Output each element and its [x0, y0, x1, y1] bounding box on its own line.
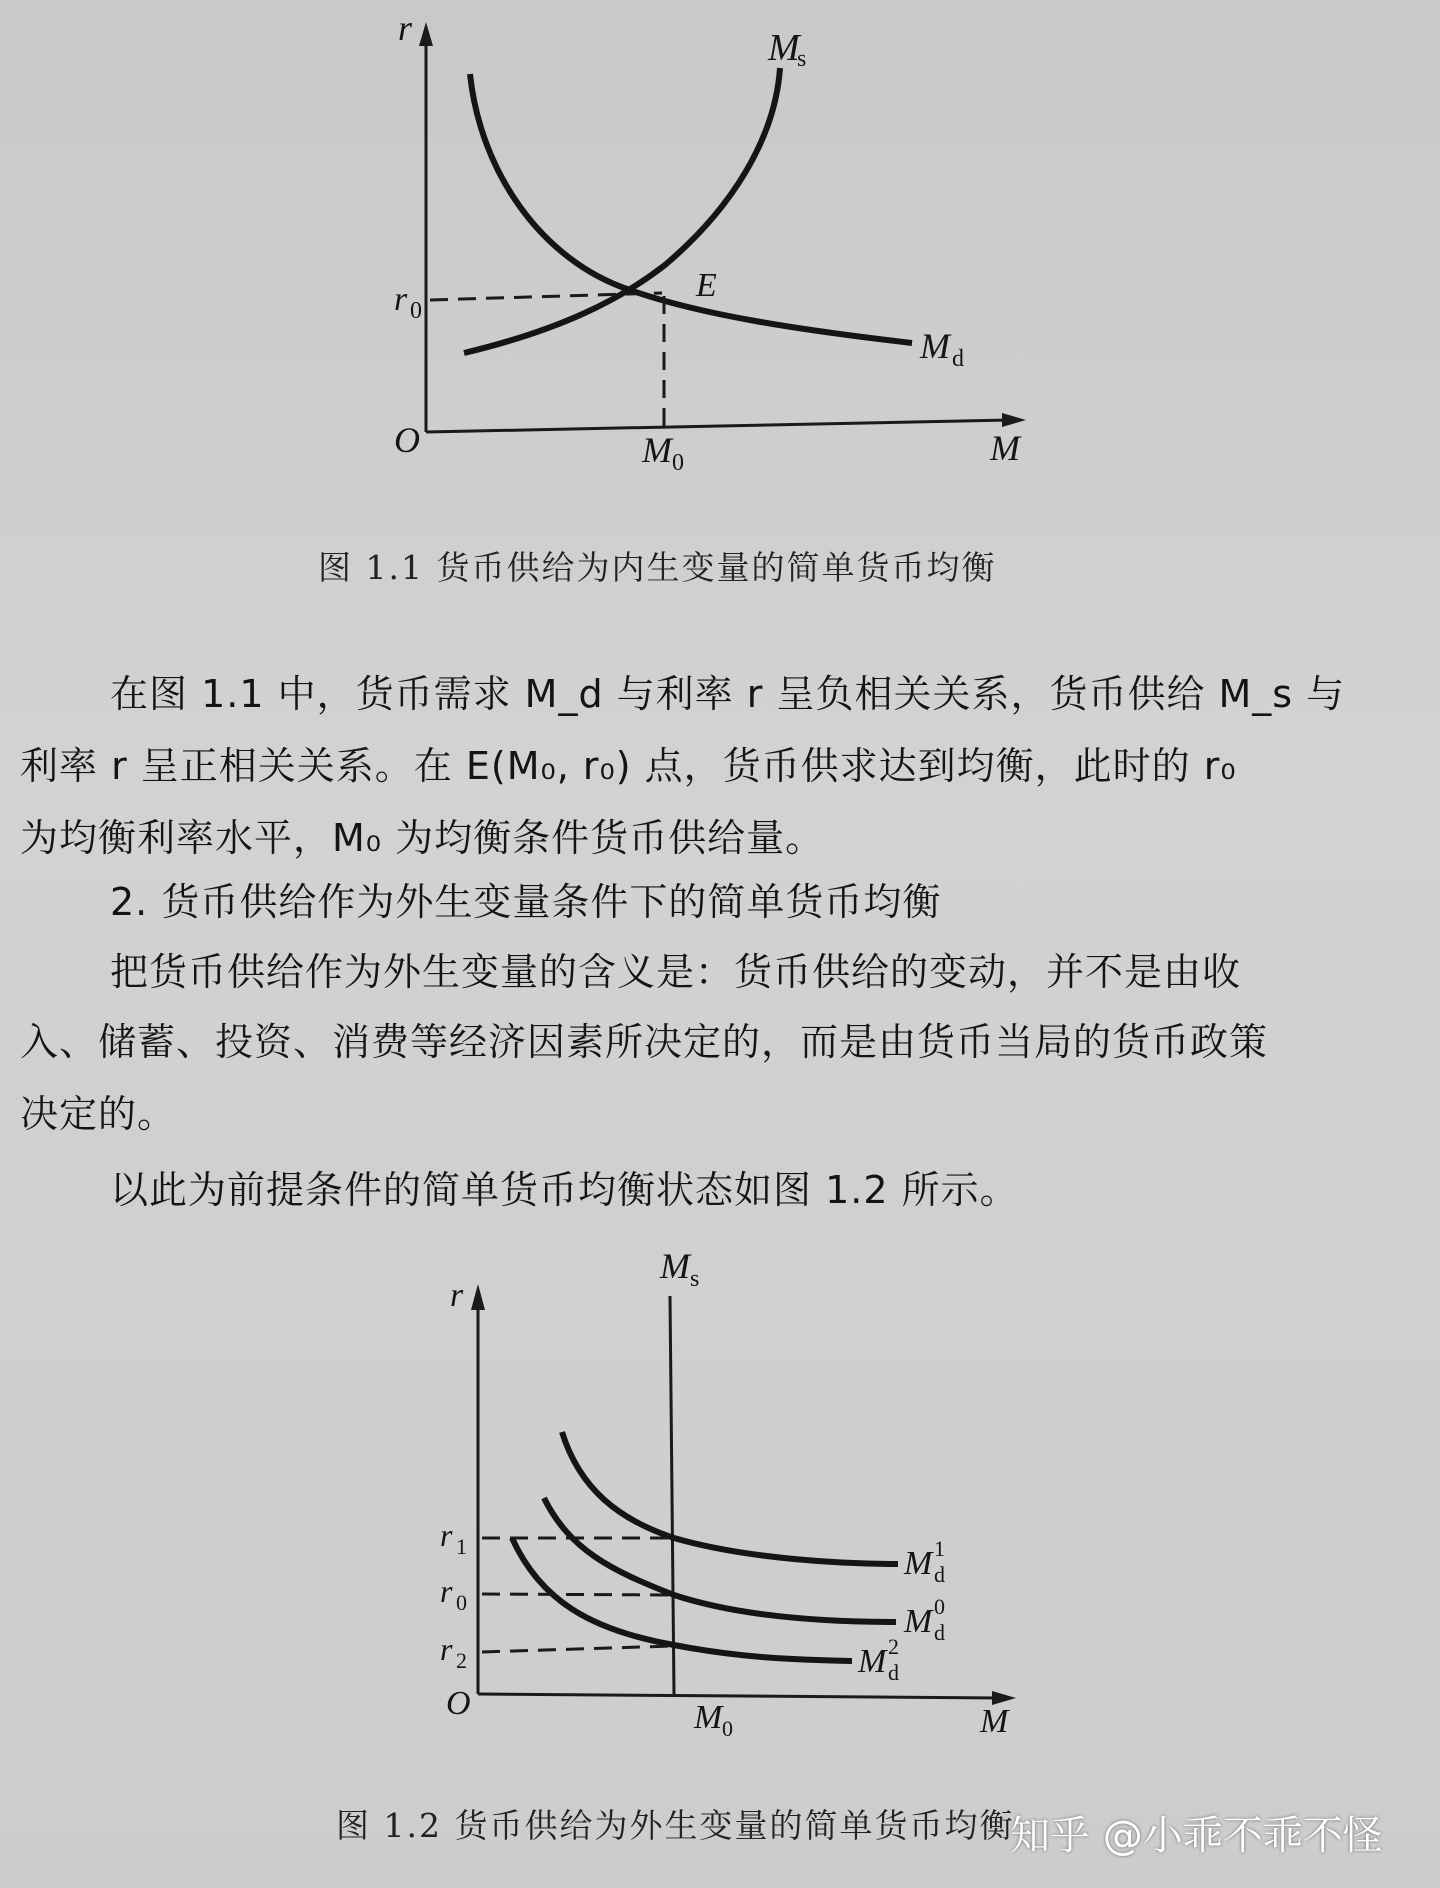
- svg-text:d: d: [934, 1562, 945, 1587]
- svg-text:0: 0: [722, 1716, 733, 1741]
- ms-label: M: [660, 1246, 690, 1286]
- x-axis-label: M: [980, 1703, 1009, 1740]
- paragraph-1-line-1: 在图 1.1 中，货币需求 M_d 与利率 r 呈负相关关系，货币供给 M_s 与: [110, 672, 1346, 716]
- svg-text:0: 0: [410, 298, 422, 324]
- paragraph-2-line-1: 把货币供给作为外生变量的含义是：货币供给的变动，并不是由收: [110, 950, 1242, 994]
- svg-text:d: d: [952, 346, 964, 372]
- paragraph-3-line-1: 以此为前提条件的简单货币均衡状态如图 1.2 所示。: [110, 1168, 1019, 1212]
- svg-text:d: d: [934, 1620, 945, 1645]
- svg-text:s: s: [797, 46, 807, 72]
- paragraph-2-line-3: 决定的。: [20, 1092, 177, 1136]
- origin-label: O: [394, 420, 420, 460]
- md0-label: M: [904, 1603, 933, 1640]
- r1-label: r: [440, 1517, 453, 1553]
- x-axis-label: M: [990, 428, 1020, 468]
- section-heading-2: 2. 货币供给作为外生变量条件下的简单货币均衡: [110, 880, 942, 924]
- md-label: M: [920, 326, 950, 366]
- figure-1-1: [0, 0, 1440, 480]
- origin-label: O: [446, 1685, 471, 1722]
- svg-text:2: 2: [456, 1648, 467, 1673]
- md2-label: M: [858, 1643, 887, 1680]
- r0-label: r: [440, 1573, 453, 1609]
- svg-text:0: 0: [934, 1594, 945, 1619]
- r0-label: r: [394, 281, 408, 318]
- md1-label: M: [904, 1545, 933, 1582]
- paragraph-1-line-3: 为均衡利率水平，M₀ 为均衡条件货币供给量。: [20, 816, 825, 860]
- equilibrium-label: E: [696, 267, 717, 304]
- y-axis-label: r: [450, 1277, 464, 1314]
- svg-text:0: 0: [456, 1590, 467, 1615]
- r2-label: r: [440, 1631, 453, 1667]
- ms-label: M: [768, 27, 800, 69]
- figure-1-2: [0, 1220, 1440, 1760]
- figure-1-2-caption: 图 1.2 货币供给为外生变量的简单货币均衡: [336, 1806, 1015, 1845]
- m0-label: M: [694, 1699, 723, 1736]
- svg-text:2: 2: [888, 1634, 899, 1659]
- svg-text:0: 0: [672, 450, 684, 476]
- svg-text:d: d: [888, 1660, 899, 1685]
- watermark: 知乎 @小乖不乖不怪: [1010, 1813, 1383, 1859]
- m0-label: M: [642, 430, 672, 470]
- paragraph-1-line-2: 利率 r 呈正相关关系。在 E(M₀, r₀) 点，货币供求达到均衡，此时的 r₀: [20, 744, 1237, 788]
- figure-1-1-caption: 图 1.1 货币供给为内生变量的简单货币均衡: [318, 548, 997, 587]
- y-axis-label: r: [398, 8, 413, 48]
- paragraph-2-line-2: 入、储蓄、投资、消费等经济因素所决定的，而是由货币当局的货币政策: [20, 1020, 1269, 1064]
- svg-text:s: s: [690, 1266, 700, 1292]
- svg-text:1: 1: [456, 1534, 467, 1559]
- svg-text:1: 1: [934, 1536, 945, 1561]
